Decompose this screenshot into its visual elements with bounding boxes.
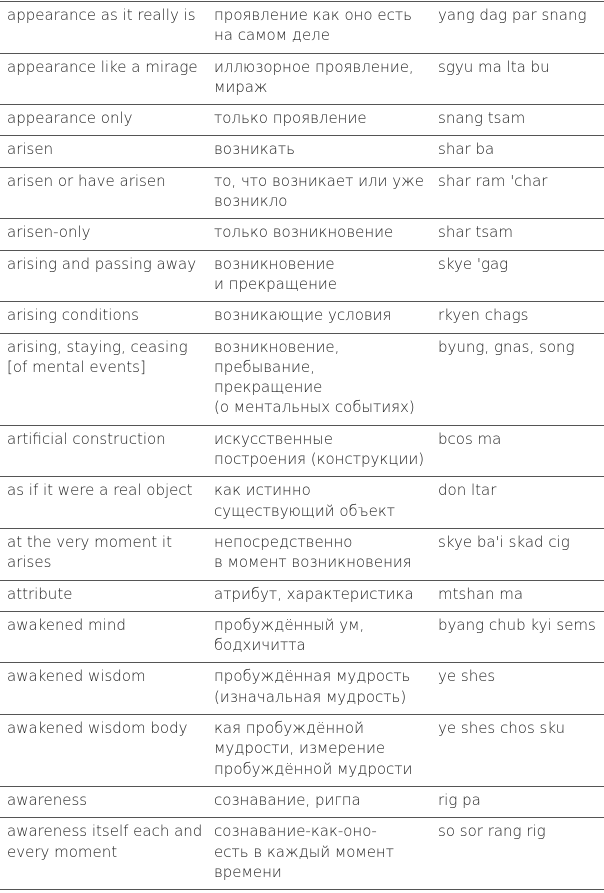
english-term-cell xyxy=(0,167,207,219)
russian-translation-cell xyxy=(207,302,431,333)
russian-translation-line: есть в каждый момент xyxy=(214,842,394,861)
russian-translation-line: возникновение, xyxy=(214,337,340,356)
glossary-row xyxy=(0,2,604,54)
english-term-line: [of mental events] xyxy=(7,357,146,376)
russian-translation-line: искусственные xyxy=(214,429,333,448)
glossary-row xyxy=(0,136,604,167)
tibetan-term-line: skye ba'i skad cig xyxy=(438,532,570,551)
russian-translation-line: пребывание, xyxy=(214,357,315,376)
english-term-line: arising and passing away xyxy=(7,254,197,273)
russian-translation-line: как истинно xyxy=(214,481,311,500)
english-term-line: every moment xyxy=(7,842,118,861)
russian-translation-line: существующий объект xyxy=(214,501,395,520)
tibetan-term-cell xyxy=(431,715,604,787)
english-term-line: appearance as it really is xyxy=(7,6,196,24)
glossary-row xyxy=(0,528,604,580)
english-term-line: awareness xyxy=(7,790,88,809)
tibetan-term-line: ye shes chos sku xyxy=(438,719,566,738)
english-term-cell xyxy=(0,477,207,529)
tibetan-term-line: shar ram 'char xyxy=(438,171,548,190)
english-term-line: as if it were a real object xyxy=(7,481,193,500)
russian-translation-cell xyxy=(207,818,431,890)
tibetan-term-cell xyxy=(431,53,604,105)
russian-translation-line: пробуждённый ум, xyxy=(214,615,365,634)
glossary-row xyxy=(0,611,604,663)
russian-translation-cell xyxy=(207,167,431,219)
tibetan-term-cell xyxy=(431,302,604,333)
russian-translation-cell xyxy=(207,786,431,817)
english-term-cell xyxy=(0,219,207,250)
tibetan-term-line: byung, gnas, song xyxy=(438,337,575,356)
glossary-row xyxy=(0,715,604,787)
english-term-cell xyxy=(0,715,207,787)
russian-translation-cell xyxy=(207,53,431,105)
tibetan-term-line: don ltar xyxy=(438,481,497,500)
tibetan-term-line: shar ba xyxy=(438,140,495,159)
tibetan-term-line: skye 'gag xyxy=(438,254,509,273)
english-term-cell xyxy=(0,580,207,611)
tibetan-term-cell xyxy=(431,425,604,477)
english-term-cell xyxy=(0,136,207,167)
tibetan-term-line: so sor rang rig xyxy=(438,822,546,841)
tibetan-term-cell xyxy=(431,2,604,54)
english-term-line: artificial construction xyxy=(7,429,166,448)
tibetan-term-cell xyxy=(431,818,604,890)
glossary-row xyxy=(0,425,604,477)
russian-translation-line: времени xyxy=(214,862,282,881)
russian-translation-cell xyxy=(207,611,431,663)
russian-translation-cell xyxy=(207,2,431,54)
english-term-cell xyxy=(0,425,207,477)
english-term-cell xyxy=(0,333,207,425)
english-term-cell xyxy=(0,611,207,663)
russian-translation-line: возникновение xyxy=(214,254,335,273)
tibetan-term-cell xyxy=(431,786,604,817)
english-term-line: arisen xyxy=(7,140,54,159)
russian-translation-line: сознавание-как-оно- xyxy=(214,822,377,841)
russian-translation-line: сознавание, ригпа xyxy=(214,790,361,809)
english-term-line: arisen-only xyxy=(7,223,91,242)
tibetan-term-cell xyxy=(431,136,604,167)
tibetan-term-line: snang tsam xyxy=(438,109,526,128)
russian-translation-cell xyxy=(207,580,431,611)
glossary-row xyxy=(0,167,604,219)
russian-translation-cell xyxy=(207,105,431,136)
tibetan-term-cell xyxy=(431,250,604,302)
russian-translation-line: возникло xyxy=(214,192,288,211)
glossary-body xyxy=(0,2,604,890)
glossary-row xyxy=(0,250,604,302)
russian-translation-cell xyxy=(207,528,431,580)
glossary-row xyxy=(0,580,604,611)
tibetan-term-cell xyxy=(431,580,604,611)
english-term-line: arises xyxy=(7,553,52,572)
glossary-row xyxy=(0,333,604,425)
russian-translation-line: кая пробуждённой xyxy=(214,719,364,738)
russian-translation-cell xyxy=(207,663,431,715)
tibetan-term-line: shar tsam xyxy=(438,223,513,242)
english-term-line: arising, staying, ceasing xyxy=(7,337,188,356)
russian-translation-cell xyxy=(207,425,431,477)
english-term-cell xyxy=(0,663,207,715)
russian-translation-line: в момент возникновения xyxy=(214,553,412,572)
tibetan-term-line: mtshan ma xyxy=(438,584,524,603)
russian-translation-line: пробуждённая мудрость xyxy=(214,667,411,686)
english-term-cell xyxy=(0,786,207,817)
english-term-line: awareness itself each and xyxy=(7,822,203,841)
english-term-cell xyxy=(0,2,207,54)
tibetan-term-line: bcos ma xyxy=(438,429,502,448)
russian-translation-line: прекращение xyxy=(214,378,323,397)
english-term-line: awakened mind xyxy=(7,615,126,634)
russian-translation-line: иллюзорное проявление, xyxy=(214,57,414,76)
english-term-line: appearance only xyxy=(7,109,133,128)
tibetan-term-cell xyxy=(431,167,604,219)
english-term-cell xyxy=(0,528,207,580)
glossary-row xyxy=(0,818,604,890)
english-term-line: at the very moment it xyxy=(7,532,172,551)
russian-translation-line: то, что возникает или уже xyxy=(214,171,424,190)
english-term-line: arisen or have arisen xyxy=(7,171,166,190)
russian-translation-line: только проявление xyxy=(214,109,367,128)
english-term-line: arising conditions xyxy=(7,306,139,325)
glossary-row xyxy=(0,302,604,333)
russian-translation-cell xyxy=(207,477,431,529)
english-term-cell xyxy=(0,302,207,333)
russian-translation-cell xyxy=(207,136,431,167)
tibetan-term-line: sgyu ma lta bu xyxy=(438,57,550,76)
english-term-cell xyxy=(0,818,207,890)
russian-translation-line: проявление как оно есть xyxy=(214,6,412,24)
russian-translation-line: мудрости, измерение xyxy=(214,739,386,758)
glossary-row xyxy=(0,477,604,529)
russian-translation-cell xyxy=(207,219,431,250)
russian-translation-cell xyxy=(207,250,431,302)
glossary-row xyxy=(0,53,604,105)
russian-translation-line: бодхичитта xyxy=(214,636,306,655)
english-term-line: awakened wisdom body xyxy=(7,719,188,738)
tibetan-term-cell xyxy=(431,105,604,136)
russian-translation-line: возникающие условия xyxy=(214,306,392,325)
glossary-table xyxy=(0,1,604,890)
tibetan-term-cell xyxy=(431,333,604,425)
russian-translation-cell xyxy=(207,333,431,425)
tibetan-term-cell xyxy=(431,611,604,663)
tibetan-term-line: yang dag par snang xyxy=(438,6,587,24)
english-term-line: appearance like a mirage xyxy=(7,57,198,76)
glossary-row xyxy=(0,663,604,715)
english-term-cell xyxy=(0,53,207,105)
russian-translation-line: и прекращение xyxy=(214,274,338,293)
russian-translation-line: построения (конструкции) xyxy=(214,450,425,469)
russian-translation-line: мираж xyxy=(214,77,268,96)
russian-translation-line: возникать xyxy=(214,140,295,159)
russian-translation-line: только возникновение xyxy=(214,223,394,242)
english-term-line: awakened wisdom xyxy=(7,667,146,686)
tibetan-term-line: ye shes xyxy=(438,667,496,686)
russian-translation-line: (изначальная мудрость) xyxy=(214,687,407,706)
russian-translation-line: атрибут, характеристика xyxy=(214,584,414,603)
tibetan-term-line: rkyen chags xyxy=(438,306,529,325)
english-term-cell xyxy=(0,105,207,136)
glossary-row xyxy=(0,786,604,817)
tibetan-term-cell xyxy=(431,663,604,715)
russian-translation-line: непосредственно xyxy=(214,532,353,551)
russian-translation-line: на самом деле xyxy=(214,26,330,45)
tibetan-term-line: rig pa xyxy=(438,790,481,809)
english-term-line: attribute xyxy=(7,584,73,603)
glossary-row xyxy=(0,219,604,250)
russian-translation-line: пробуждённой мудрости xyxy=(214,759,413,778)
tibetan-term-cell xyxy=(431,528,604,580)
russian-translation-cell xyxy=(207,715,431,787)
tibetan-term-cell xyxy=(431,477,604,529)
glossary-row xyxy=(0,105,604,136)
tibetan-term-line: byang chub kyi sems xyxy=(438,615,596,634)
tibetan-term-cell xyxy=(431,219,604,250)
russian-translation-line: (о ментальных событиях) xyxy=(214,398,415,417)
english-term-cell xyxy=(0,250,207,302)
